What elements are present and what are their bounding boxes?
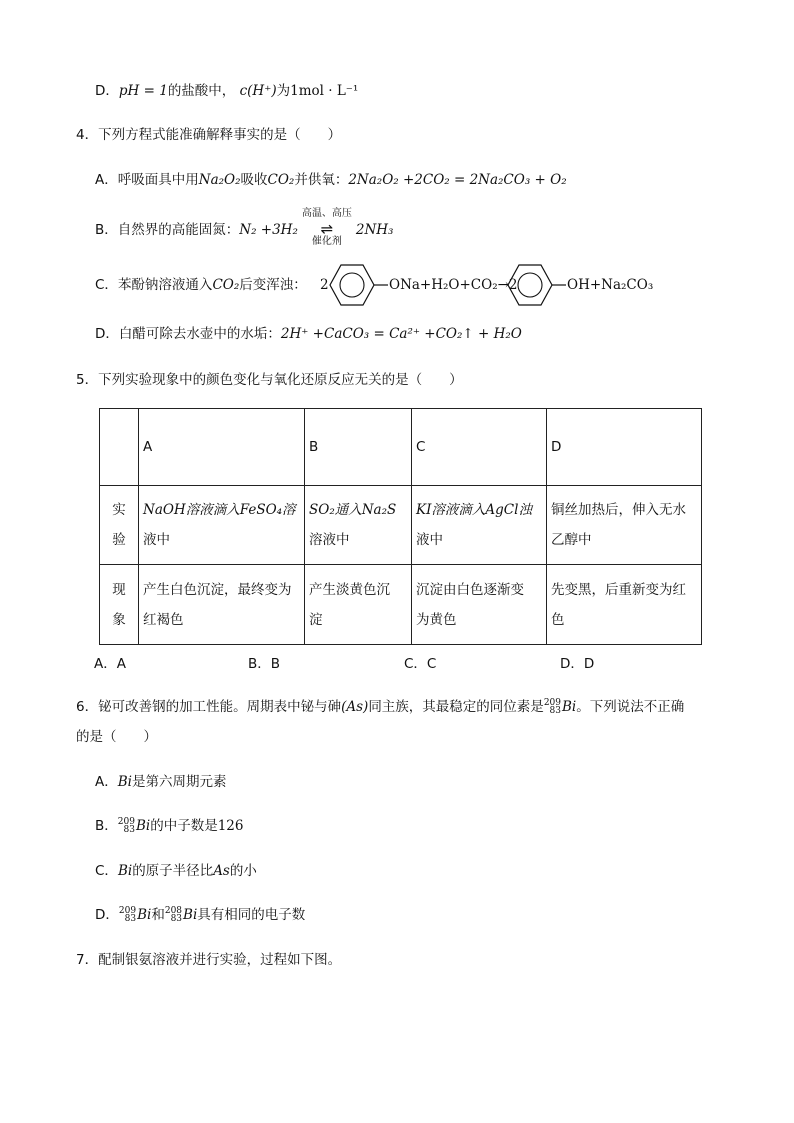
q5-stem: 5．下列实验现象中的颜色变化与氧化还原反应无关的是（ ） <box>76 372 463 388</box>
table-cell: 产生白色沉淀，最终变为 红褐色 <box>139 565 305 645</box>
table-cell: SO₂通入Na₂S 溶液中 <box>305 486 412 565</box>
bond-line-2 <box>552 278 566 292</box>
phenoxide-reaction-text: ONa+H₂O+CO₂→2 <box>389 277 518 293</box>
q6-stem-line2: 的是（ ） <box>76 729 157 745</box>
isotope-notation: 209 83 <box>543 698 561 716</box>
table-cell: 铜丝加热后，伸入无水 乙醇中 <box>547 486 702 565</box>
experiment-table <box>99 408 702 645</box>
table-header-row <box>100 409 702 486</box>
header-b: B <box>305 409 412 486</box>
row-label-experiment: 实 验 <box>100 486 139 565</box>
table-cell: 产生淡黄色沉 淀 <box>305 565 412 645</box>
q6-option-d: D． 209 83 Bi和 208 83 Bi具有相同的电子数 <box>95 906 306 924</box>
q3-option-d: D．pH = 1的盐酸中， c(H⁺)为1mol · L⁻¹ <box>95 83 359 99</box>
q5-answer-b: B．B <box>248 656 281 672</box>
isotope-notation: 209 83 <box>118 906 137 924</box>
table-row-experiment <box>100 486 702 565</box>
row-label-phenomenon: 现 象 <box>100 565 139 645</box>
reaction-condition: 高温、高压 ⇌ 催化剂 <box>301 208 352 247</box>
table-cell: 先变黑，后重新变为红 色 <box>547 565 702 645</box>
phenol-product-text: OH+Na₂CO₃ <box>567 277 654 293</box>
q4-option-d: D．白醋可除去水壶中的水垢：2H⁺ +CaCO₃ = Ca²⁺ +CO₂↑ + H₂O <box>95 326 522 342</box>
q5-answer-c: C．C <box>404 656 437 672</box>
benzene-ring-2-icon <box>506 263 554 307</box>
benzene-ring-1-icon <box>328 263 376 307</box>
q4-option-c: C．苯酚钠溶液通入CO₂后变浑浊： <box>95 277 307 293</box>
q4-option-b: B．自然界的高能固氮：N₂ +3H₂ 高温、高压 ⇌ 催化剂 2NH₃ <box>95 210 393 250</box>
isotope-notation: 208 83 <box>164 906 183 924</box>
q6-stem-line1: 6．铋可改善钢的加工性能。周期表中铋与砷(As)同主族，其最稳定的同位素是 209 83 Bi。下列说法不正确 <box>76 698 685 716</box>
table-row-phenomenon <box>100 565 702 645</box>
isotope-notation: 209 83 <box>117 817 135 835</box>
table-cell: NaOH溶液滴入FeSO₄溶 液中 <box>139 486 305 565</box>
q5-answer-d: D．D <box>560 656 595 672</box>
q5-answer-a: A．A <box>94 656 126 672</box>
header-d: D <box>547 409 702 486</box>
table-cell: KI溶液滴入AgCl浊 液中 <box>412 486 547 565</box>
phenoxide-coef: 2 <box>320 277 329 293</box>
header-c: C <box>412 409 547 486</box>
q7-stem: 7．配制银氨溶液并进行实验，过程如下图。 <box>76 952 342 968</box>
header-a: A <box>139 409 305 486</box>
q4-option-a: A．呼吸面具中用Na₂O₂吸收CO₂并供氧：2Na₂O₂ +2CO₂ = 2Na₂CO₃ + O₂ <box>95 172 567 188</box>
q6-option-c: C．Bi的原子半径比As的小 <box>95 863 257 879</box>
bond-line-1 <box>374 278 388 292</box>
q4-stem: 4．下列方程式能准确解释事实的是（ ） <box>76 127 342 143</box>
table-cell: 沉淀由白色逐渐变 为黄色 <box>412 565 547 645</box>
q6-option-a: A．Bi是第六周期元素 <box>95 774 227 790</box>
q6-option-b: B． 209 83 Bi的中子数是126 <box>95 817 244 835</box>
